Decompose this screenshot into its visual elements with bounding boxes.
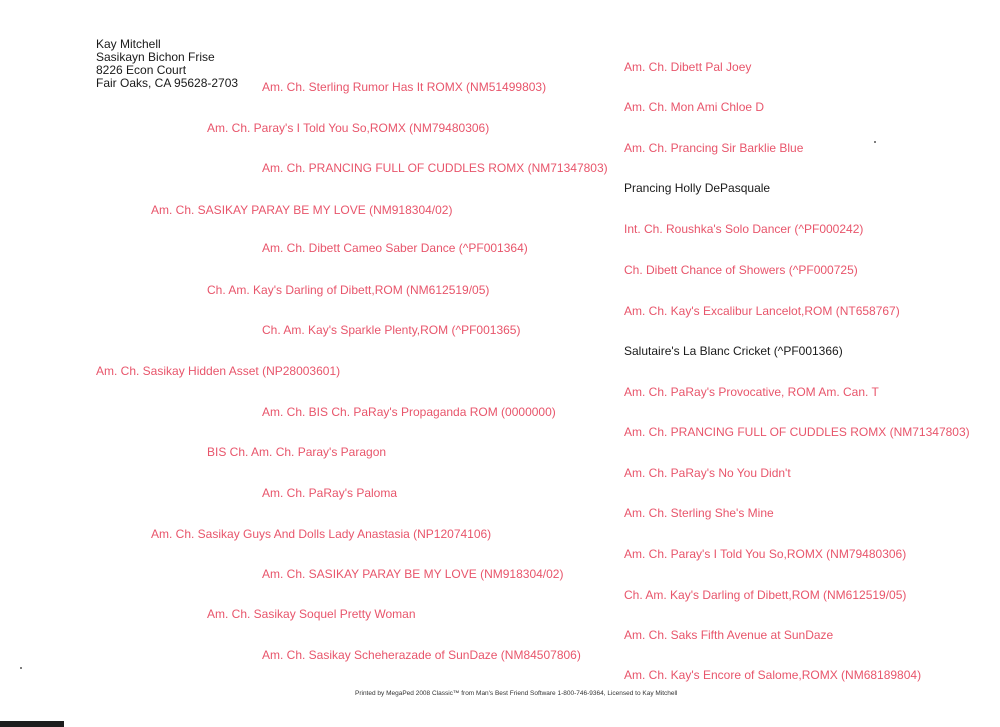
right-ancestor-entry: Int. Ch. Roushka's Solo Dancer (^PF000242) bbox=[624, 222, 864, 236]
right-ancestor-entry: Am. Ch. Saks Fifth Avenue at SunDaze bbox=[624, 628, 834, 642]
print-footer: Printed by MegaPed 2008 Classic™ from Man's Best Friend Software 1-800-746-9364, Licensed to Kay Mitchell bbox=[355, 690, 678, 697]
left-ancestor-entry: Am. Ch. Sterling Rumor Has It ROMX (NM51499803) bbox=[262, 80, 547, 94]
owner-address-block bbox=[96, 38, 238, 90]
left-ancestor-entry: Ch. Am. Kay's Sparkle Plenty,ROM (^PF001365) bbox=[262, 323, 521, 337]
left-ancestor-entry: Am. Ch. PRANCING FULL OF CUDDLES ROMX (NM71347803) bbox=[262, 161, 608, 175]
left-ancestor-entry: BIS Ch. Am. Ch. Paray's Paragon bbox=[207, 445, 387, 459]
owner-street: 8226 Econ Court bbox=[96, 63, 187, 77]
left-ancestor-entry: Am. Ch. Dibett Cameo Saber Dance (^PF001364) bbox=[262, 241, 528, 255]
right-ancestor-entry: Ch. Am. Kay's Darling of Dibett,ROM (NM612519/05) bbox=[624, 588, 907, 602]
left-ancestor-entry: Am. Ch. Sasikay Scheherazade of SunDaze (NM84507806) bbox=[262, 648, 581, 662]
scan-speck bbox=[874, 141, 876, 143]
left-ancestor-entry: Am. Ch. Sasikay Soquel Pretty Woman bbox=[207, 607, 416, 621]
right-ancestor-entry: Am. Ch. Sterling She's Mine bbox=[624, 506, 774, 520]
right-ancestor-entry: Ch. Dibett Chance of Showers (^PF000725) bbox=[624, 263, 858, 277]
right-ancestor-entry: Prancing Holly DePasquale bbox=[624, 181, 771, 195]
left-ancestor-entry: Am. Ch. BIS Ch. PaRay's Propaganda ROM (0000000) bbox=[262, 405, 556, 419]
right-ancestor-entry: Am. Ch. Kay's Encore of Salome,ROMX (NM68189804) bbox=[624, 668, 922, 682]
left-ancestor-entry: Am. Ch. SASIKAY PARAY BE MY LOVE (NM918304/02) bbox=[151, 203, 453, 217]
right-ancestor-entry: Am. Ch. Dibett Pal Joey bbox=[624, 60, 752, 74]
left-subject-entry: Am. Ch. Sasikay Hidden Asset (NP28003601) bbox=[96, 364, 341, 378]
right-ancestor-entry: Salutaire's La Blanc Cricket (^PF001366) bbox=[624, 344, 843, 358]
left-ancestor-entry: Am. Ch. Sasikay Guys And Dolls Lady Anastasia (NP12074106) bbox=[151, 527, 492, 541]
owner-city: Fair Oaks, CA 95628-2703 bbox=[96, 76, 239, 90]
right-ancestor-entry: Am. Ch. PaRay's No You Didn't bbox=[624, 466, 791, 480]
right-ancestor-entry: Am. Ch. Prancing Sir Barklie Blue bbox=[624, 141, 804, 155]
right-ancestor-entry: Am. Ch. Paray's I Told You So,ROMX (NM79480306) bbox=[624, 547, 907, 561]
scan-edge-mark bbox=[0, 721, 64, 727]
right-ancestor-entry: Am. Ch. Kay's Excalibur Lancelot,ROM (NT658767) bbox=[624, 304, 900, 318]
right-ancestor-entry: Am. Ch. PRANCING FULL OF CUDDLES ROMX (NM71347803) bbox=[624, 425, 970, 439]
left-ancestor-entry: Am. Ch. PaRay's Paloma bbox=[262, 486, 398, 500]
left-ancestor-entry: Ch. Am. Kay's Darling of Dibett,ROM (NM612519/05) bbox=[207, 283, 490, 297]
owner-kennel: Sasikayn Bichon Frise bbox=[96, 50, 215, 64]
left-ancestor-entry: Am. Ch. SASIKAY PARAY BE MY LOVE (NM918304/02) bbox=[262, 567, 564, 581]
scan-speck bbox=[20, 667, 22, 669]
right-ancestor-entry: Am. Ch. PaRay's Provocative, ROM Am. Can. T bbox=[624, 385, 879, 399]
right-ancestor-entry: Am. Ch. Mon Ami Chloe D bbox=[624, 100, 765, 114]
owner-name: Kay Mitchell bbox=[96, 37, 161, 51]
left-ancestor-entry: Am. Ch. Paray's I Told You So,ROMX (NM79480306) bbox=[207, 121, 490, 135]
